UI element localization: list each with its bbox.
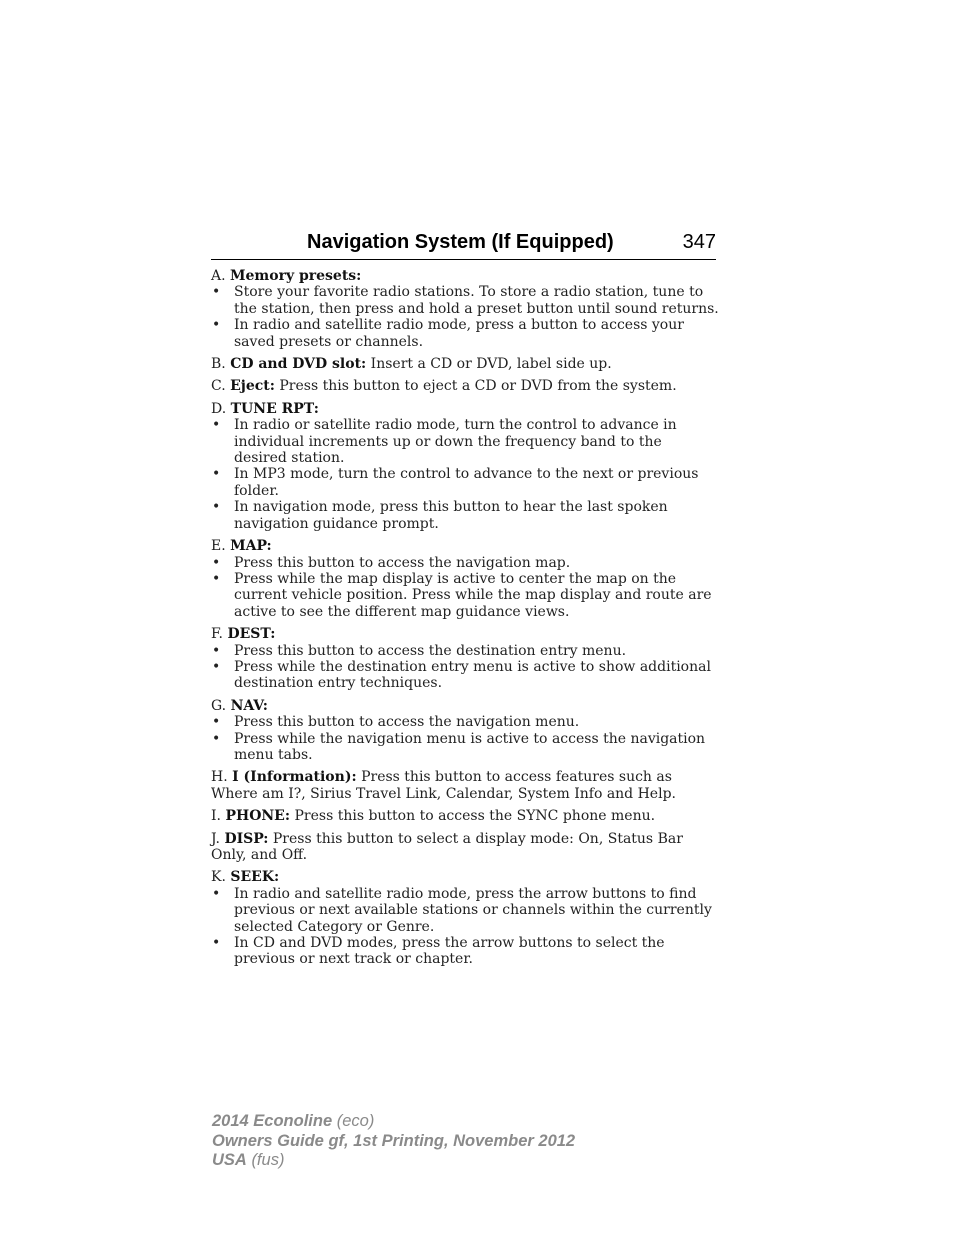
bullet-item: • Store your favorite radio stations. To store a radio station, tune to the station, then press and hold a preset button until sound returns. (211, 284, 719, 317)
bullet-list (211, 643, 719, 692)
item-letter: G. (211, 697, 227, 714)
item-label: PHONE: (225, 808, 291, 825)
list-item (211, 378, 719, 394)
bullet-list (211, 417, 719, 532)
item-letter: E. (211, 538, 226, 555)
bullet-item: • In navigation mode, press this button to hear the last spoken navigation guidance prompt. (211, 499, 719, 532)
section-title: Navigation System (If Equipped) (307, 231, 614, 253)
list-item (211, 626, 719, 692)
item-label: Eject: (230, 378, 275, 395)
item-label: DISP: (224, 830, 269, 847)
footer-line-printing: Owners Guide gf, 1st Printing, November 2012 (212, 1131, 576, 1150)
list-item (211, 538, 719, 620)
item-text: Press this button to access features such as Where am I?, Sirius Travel Link, Calendar, System Info and Help. (211, 769, 676, 802)
bullet-item: • Press this button to access the navigation menu. (211, 714, 719, 730)
item-label: CD and DVD slot: (230, 356, 367, 373)
bullet-item: • Press while the map display is active to center the map on the current vehicle position. Press while the map display and route are active to see the different map guidance views. (211, 571, 719, 620)
footer-line-market: USA (fus) (212, 1151, 285, 1169)
item-label: Memory presets: (230, 268, 362, 284)
bullet-list (211, 284, 719, 350)
item-label: SEEK: (230, 869, 280, 886)
item-label: MAP: (230, 538, 272, 555)
bullet-item: • In radio and satellite radio mode, press a button to access your saved presets or channels. (211, 317, 719, 350)
bullet-item: • Press this button to access the destination entry menu. (211, 643, 719, 659)
list-item (211, 268, 719, 350)
item-letter: H. (211, 769, 228, 786)
bullet-item: • In radio or satellite radio mode, turn the control to advance in individual increments up or down the frequency band to the desired station. (211, 417, 719, 466)
page-footer (212, 1112, 575, 1171)
item-text: Press this button to eject a CD or DVD from the system. (279, 378, 677, 395)
item-letter: I. (211, 808, 221, 825)
bullet-item: • In CD and DVD modes, press the arrow buttons to select the previous or next track or chapter. (211, 935, 719, 968)
list-item (211, 401, 719, 532)
bullet-list (211, 555, 719, 621)
bullet-item: • Press while the destination entry menu is active to show additional destination entry techniques. (211, 659, 719, 692)
list-item (211, 808, 719, 824)
bullet-list (211, 714, 719, 763)
item-letter: A. (211, 268, 226, 284)
list-item (211, 769, 719, 802)
list-item (211, 356, 719, 372)
page-number: 347 (682, 231, 716, 253)
bullet-item: • Press this button to access the navigation map. (211, 555, 719, 571)
item-text: Press this button to access the SYNC phone menu. (294, 808, 656, 825)
item-label: TUNE RPT: (230, 400, 319, 417)
bullet-item: • Press while the navigation menu is active to access the navigation menu tabs. (211, 731, 719, 764)
list-item (211, 869, 719, 967)
item-letter: D. (211, 400, 227, 417)
item-label: DEST: (227, 626, 276, 643)
page-header (211, 229, 716, 260)
footer-line-model: 2014 Econoline (eco) (212, 1112, 375, 1130)
item-text: Press this button to select a display mode: On, Status Bar Only, and Off. (211, 830, 683, 863)
list-item (211, 831, 719, 864)
bullet-list (211, 886, 719, 968)
item-letter: K. (211, 869, 226, 886)
item-letter: B. (211, 356, 226, 373)
item-letter: J. (211, 830, 220, 847)
content (211, 268, 719, 968)
bullet-item: • In radio and satellite radio mode, press the arrow buttons to find previous or next available stations or channels within the currently selected Category or Genre. (211, 886, 719, 935)
item-text: Insert a CD or DVD, label side up. (370, 356, 612, 373)
item-label: I (Information): (232, 769, 357, 786)
item-letter: F. (211, 626, 223, 643)
item-letter: C. (211, 378, 226, 395)
item-label: NAV: (230, 697, 268, 714)
bullet-item: • In MP3 mode, turn the control to advance to the next or previous folder. (211, 466, 719, 499)
list-item (211, 698, 719, 764)
